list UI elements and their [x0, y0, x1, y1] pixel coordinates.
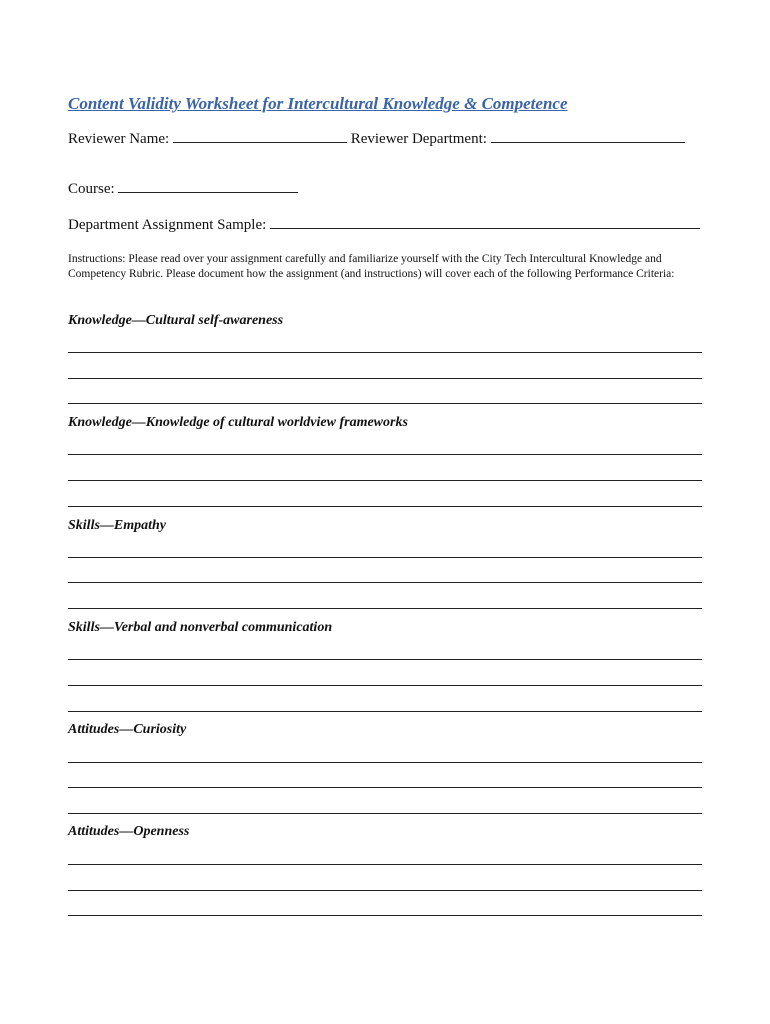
section-empathy [68, 517, 702, 535]
section-heading: Attitudes—Openness [68, 824, 190, 839]
assignment-sample-blank[interactable] [270, 216, 700, 229]
course-row [68, 180, 298, 198]
answer-line[interactable] [68, 685, 702, 686]
reviewer-row [68, 130, 685, 148]
answer-line[interactable] [68, 762, 702, 763]
answer-line[interactable] [68, 608, 702, 609]
section-heading: Attitudes—Curiosity [68, 722, 187, 737]
answer-line[interactable] [68, 506, 702, 507]
answer-line[interactable] [68, 454, 702, 455]
assignment-sample-label: Department Assignment Sample: [68, 217, 267, 233]
reviewer-department-label: Reviewer Department: [350, 131, 487, 147]
section-heading: Knowledge—Knowledge of cultural worldview frameworks [68, 415, 408, 430]
answer-line[interactable] [68, 378, 702, 379]
reviewer-department-blank[interactable] [491, 130, 685, 143]
assignment-sample-row [68, 216, 700, 234]
reviewer-name-blank[interactable] [173, 130, 347, 143]
answer-line[interactable] [68, 813, 702, 814]
answer-line[interactable] [68, 659, 702, 660]
answer-line[interactable] [68, 711, 702, 712]
answer-line[interactable] [68, 403, 702, 404]
course-blank[interactable] [118, 180, 298, 193]
course-label: Course: [68, 181, 115, 197]
page-title: Content Validity Worksheet for Intercultural Knowledge & Competence [68, 94, 568, 113]
section-heading: Knowledge—Cultural self-awareness [68, 313, 284, 328]
answer-line[interactable] [68, 557, 702, 558]
section-heading: Skills—Empathy [68, 518, 167, 533]
section-openness [68, 823, 702, 841]
section-heading: Skills—Verbal and nonverbal communication [68, 620, 333, 635]
answer-line[interactable] [68, 864, 702, 865]
section-cultural-self-awareness [68, 312, 702, 330]
answer-line[interactable] [68, 915, 702, 916]
reviewer-name-label: Reviewer Name: [68, 131, 170, 147]
answer-line[interactable] [68, 787, 702, 788]
instructions-text: Instructions: Please read over your assignment carefully and familiarize yourself with the City Tech Intercultural Knowledge and Competency Rubric. Please document how the assignment (and instructions) will cover each of the following Performance Criteria: [68, 253, 675, 280]
answer-line[interactable] [68, 890, 702, 891]
section-cultural-worldview-frameworks [68, 414, 702, 432]
section-curiosity [68, 721, 702, 739]
answer-line[interactable] [68, 480, 702, 481]
section-verbal-nonverbal-communication [68, 619, 702, 637]
answer-line[interactable] [68, 352, 702, 353]
answer-line[interactable] [68, 582, 702, 583]
